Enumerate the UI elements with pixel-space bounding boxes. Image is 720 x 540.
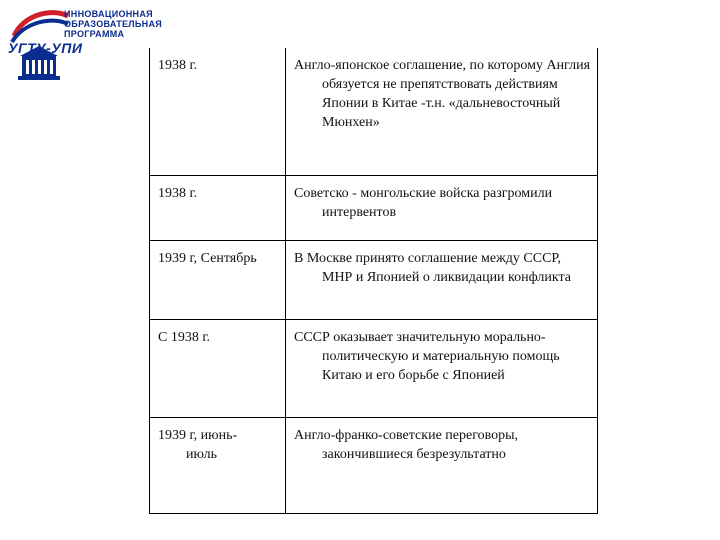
column-divider	[285, 241, 286, 319]
event-cell: Советско - монгольские войска разгромили интервентов	[294, 186, 553, 220]
table-row	[150, 241, 597, 320]
column-divider	[285, 320, 286, 417]
column-divider	[285, 418, 286, 513]
table-row	[150, 418, 597, 513]
date-cell: 1938 г.	[158, 186, 198, 201]
logo-program-text	[64, 10, 162, 40]
table-row	[150, 176, 597, 241]
table-row	[150, 48, 597, 176]
table-row	[150, 320, 597, 418]
event-cell: Англо-франко-советские переговоры, закончившиеся безрезультатно	[294, 428, 519, 462]
logo-line-1: ИННОВАЦИОННАЯ	[64, 9, 153, 19]
event-cell: Англо-японское соглашение, по которому Англия обязуется не препятствовать действиям Японии в Китае -т.н. «дальневосточный Мюнхен»	[294, 58, 591, 130]
column-divider	[285, 176, 286, 240]
events-table	[149, 48, 598, 514]
logo-brand-text: УГТУ-УПИ	[8, 40, 83, 56]
date-cell: 1939 г, июнь-июль	[158, 428, 238, 462]
date-cell: С 1938 г.	[158, 330, 211, 345]
logo-line-2: ОБРАЗОВАТЕЛЬНАЯ	[64, 19, 163, 29]
logo-line-3: ПРОГРАММА	[64, 29, 125, 39]
event-cell: СССР оказывает значительную морально-политическую и материальную помощь Китаю и его борьбе с Японией	[294, 330, 560, 383]
date-cell: 1938 г.	[158, 58, 198, 73]
date-cell: 1939 г, Сентябрь	[158, 251, 257, 266]
column-divider	[285, 48, 286, 175]
event-cell: В Москве принято соглашение между СССР, МНР и Японией о ликвидации конфликта	[294, 251, 571, 285]
